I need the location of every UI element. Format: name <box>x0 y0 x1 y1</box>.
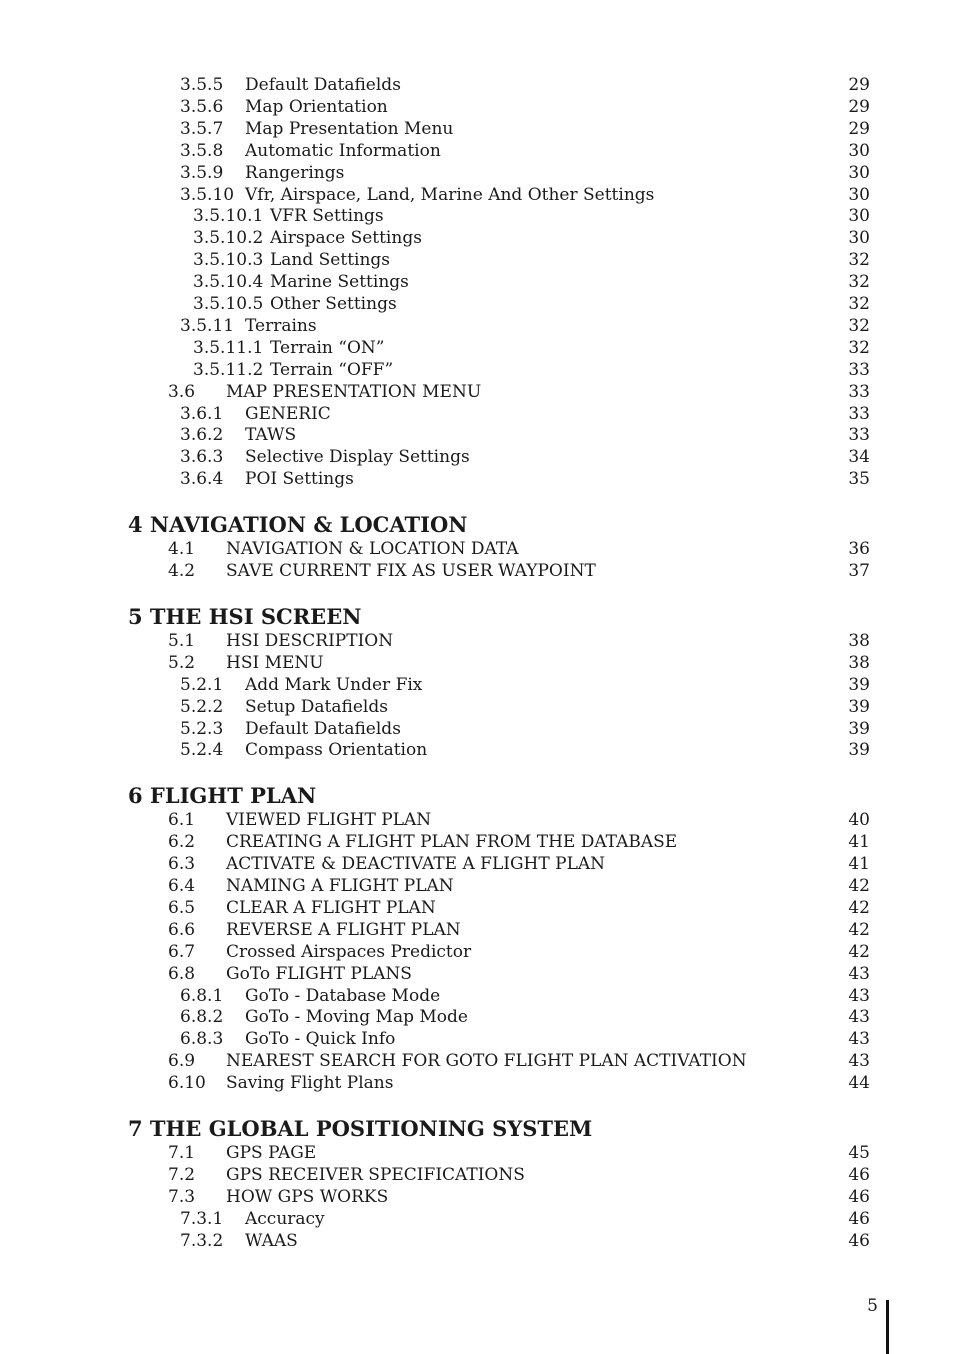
toc-entry-page: 32 <box>848 315 870 336</box>
toc-entry-title: GoTo - Quick Info <box>245 1029 396 1050</box>
toc-entry[interactable] <box>0 853 954 875</box>
toc-entry-title: CREATING A FLIGHT PLAN FROM THE DATABASE <box>226 832 678 853</box>
toc-entry[interactable] <box>0 293 954 315</box>
toc-entry-page: 42 <box>848 876 870 896</box>
toc-entry-page: 45 <box>848 1143 870 1163</box>
toc-entry-title: GPS PAGE <box>226 1143 317 1163</box>
page-edge-rule <box>886 1300 889 1354</box>
toc-entry[interactable] <box>0 538 954 560</box>
section-heading[interactable]: 6 FLIGHT PLAN <box>128 783 317 809</box>
toc-entry-page: 39 <box>848 740 870 761</box>
toc-entry[interactable] <box>0 1186 954 1208</box>
toc-entry-number: 6.2 <box>168 832 196 853</box>
toc-entry[interactable] <box>0 381 954 403</box>
toc-entry-title: Airspace Settings <box>270 228 422 249</box>
toc-entry-page: 33 <box>848 381 870 402</box>
toc-entry[interactable] <box>0 1006 954 1028</box>
toc-entry[interactable] <box>0 985 954 1007</box>
toc-entry-title: Terrain “ON” <box>270 337 385 358</box>
toc-entry-page: 38 <box>848 630 870 651</box>
toc-entry-page: 41 <box>848 832 870 853</box>
toc-entry-page: 42 <box>848 941 870 962</box>
toc-entry-number: 6.8 <box>168 963 196 984</box>
toc-entry-number: 4.1 <box>168 539 196 560</box>
toc-entry-number: 6.8.1 <box>180 985 224 1006</box>
toc-entry-number: 7.3 <box>168 1186 196 1207</box>
toc-entry-title: Terrains <box>245 315 317 336</box>
toc-entry-title: GPS RECEIVER SPECIFICATIONS <box>226 1164 525 1185</box>
toc-entry-page: 41 <box>848 854 870 875</box>
toc-entry-page: 46 <box>848 1208 870 1229</box>
toc-entry-number: 7.2 <box>168 1164 196 1185</box>
toc-entry-number: 5.2.4 <box>180 740 224 761</box>
toc-entry[interactable] <box>0 424 954 446</box>
section-heading[interactable]: 4 NAVIGATION & LOCATION <box>128 512 468 538</box>
toc-entry-number: 3.5.10.4 <box>193 272 264 293</box>
toc-entry-number: 3.5.10.5 <box>193 294 264 314</box>
toc-entry[interactable] <box>0 140 954 162</box>
toc-entry[interactable] <box>0 674 954 696</box>
toc-entry[interactable] <box>0 919 954 941</box>
toc-entry-page: 43 <box>848 963 870 984</box>
toc-entry[interactable] <box>0 963 954 985</box>
toc-entry-number: 3.5.9 <box>180 162 224 183</box>
section-heading[interactable]: 5 THE HSI SCREEN <box>128 603 362 629</box>
toc-entry-title: GENERIC <box>245 403 331 424</box>
toc-entry-number: 6.5 <box>168 897 196 918</box>
toc-entry-number: 6.3 <box>168 854 196 875</box>
toc-entry-title: Terrain “OFF” <box>270 359 394 380</box>
toc-entry-number: 3.5.8 <box>180 140 224 161</box>
toc-entry-title: Default Datafields <box>245 718 401 739</box>
toc-entry-title: Map Presentation Menu <box>245 118 454 139</box>
toc-entry-title: TAWS <box>245 425 297 446</box>
toc-entry-page: 30 <box>848 228 870 249</box>
toc-entry-number: 3.5.10.3 <box>193 250 264 271</box>
toc-entry-title: Land Settings <box>270 250 391 271</box>
toc-entry[interactable] <box>0 205 954 227</box>
toc-entry-number: 6.6 <box>168 919 196 940</box>
toc-entry-title: ACTIVATE & DEACTIVATE A FLIGHT PLAN <box>226 854 606 875</box>
toc-entry-title: Vfr, Airspace, Land, Marine And Other Settings <box>245 184 655 205</box>
section-heading[interactable]: 7 THE GLOBAL POSITIONING SYSTEM <box>128 1116 593 1141</box>
toc-entry-page: 33 <box>848 403 870 424</box>
toc-entry[interactable] <box>0 897 954 919</box>
toc-entry-title: Default Datafields <box>245 75 401 95</box>
toc-entry[interactable] <box>0 718 954 740</box>
toc-entry-page: 43 <box>848 1029 870 1050</box>
toc-entry[interactable] <box>0 359 954 381</box>
toc-entry-number: 3.5.11.1 <box>193 337 264 358</box>
toc-entry-number: 3.5.5 <box>180 75 224 95</box>
toc-entry[interactable] <box>0 337 954 359</box>
toc-entry-number: 3.6.3 <box>180 447 224 468</box>
toc-entry-number: 3.6 <box>168 381 196 402</box>
toc-entry-title: Setup Datafields <box>245 696 388 717</box>
toc-entry-title: NAMING A FLIGHT PLAN <box>226 876 454 896</box>
toc-entry[interactable] <box>0 1050 954 1072</box>
toc-entry-title: POI Settings <box>245 469 354 490</box>
toc-entry[interactable] <box>0 1142 954 1164</box>
toc-entry-number: 6.1 <box>168 810 196 831</box>
toc-entry[interactable] <box>0 941 954 963</box>
toc-entry-title: GoTo - Moving Map Mode <box>245 1007 468 1028</box>
toc-entry-page: 42 <box>848 897 870 918</box>
toc-entry-number: 6.10 <box>168 1073 206 1094</box>
toc-entry-page: 32 <box>848 337 870 358</box>
toc-entry-number: 6.8.3 <box>180 1029 224 1050</box>
toc-entry[interactable] <box>0 831 954 853</box>
toc-entry[interactable] <box>0 809 954 831</box>
toc-entry-title: HOW GPS WORKS <box>226 1186 389 1207</box>
toc-entry-title: Add Mark Under Fix <box>245 674 423 695</box>
toc-entry-page: 33 <box>848 359 870 380</box>
toc-entry-number: 6.9 <box>168 1051 196 1072</box>
toc-entry-title: NAVIGATION & LOCATION DATA <box>226 539 519 560</box>
toc-entry-title: GoTo FLIGHT PLANS <box>226 963 412 984</box>
toc-entry-number: 5.2.2 <box>180 696 224 717</box>
toc-entry-number: 3.5.11 <box>180 315 235 336</box>
toc-entry-page: 39 <box>848 674 870 695</box>
toc-entry-title: Rangerings <box>245 162 345 183</box>
toc-entry[interactable] <box>0 468 954 490</box>
toc-entry[interactable] <box>0 652 954 674</box>
toc-entry-number: 3.5.10.2 <box>193 228 264 249</box>
toc-entry[interactable] <box>0 1208 954 1230</box>
toc-entry-title: CLEAR A FLIGHT PLAN <box>226 897 436 918</box>
toc-entry-number: 6.8.2 <box>180 1007 224 1028</box>
toc-entry-title: SAVE CURRENT FIX AS USER WAYPOINT <box>226 561 596 581</box>
toc-entry-number: 5.2 <box>168 652 196 673</box>
toc-entry-page: 34 <box>848 447 870 468</box>
toc-entry-title: Other Settings <box>270 294 397 314</box>
toc-entry-number: 4.2 <box>168 561 196 581</box>
toc-entry[interactable] <box>0 739 954 761</box>
toc-entry-title: REVERSE A FLIGHT PLAN <box>226 919 461 940</box>
toc-entry[interactable] <box>0 96 954 118</box>
toc-entry[interactable] <box>0 875 954 897</box>
toc-entry[interactable] <box>0 446 954 468</box>
toc-entry[interactable] <box>0 184 954 206</box>
toc-entry-title: Map Orientation <box>245 96 388 117</box>
toc-entry-page: 33 <box>848 425 870 446</box>
toc-entry-title: WAAS <box>245 1230 298 1251</box>
toc-entry-number: 3.6.2 <box>180 425 224 446</box>
toc-entry-number: 3.5.6 <box>180 96 224 117</box>
toc-entry-page: 30 <box>848 184 870 205</box>
toc-entry-page: 43 <box>848 985 870 1006</box>
toc-entry-page: 46 <box>848 1164 870 1185</box>
toc-entry-page: 30 <box>848 140 870 161</box>
toc-entry[interactable] <box>0 118 954 140</box>
toc-entry-page: 43 <box>848 1051 870 1072</box>
toc-entry-number: 5.1 <box>168 630 196 651</box>
toc-entry-page: 35 <box>848 469 870 490</box>
toc-entry-title: Marine Settings <box>270 272 409 293</box>
toc-entry-number: 6.7 <box>168 941 196 962</box>
toc-entry-title: VIEWED FLIGHT PLAN <box>226 810 432 831</box>
toc-entry-title: HSI MENU <box>226 652 324 673</box>
toc-entry-page: 29 <box>848 118 870 139</box>
toc-entry-page: 32 <box>848 272 870 293</box>
toc-entry-number: 6.4 <box>168 876 196 896</box>
toc-entry-title: MAP PRESENTATION MENU <box>226 381 482 402</box>
toc-entry-number: 5.2.3 <box>180 718 224 739</box>
toc-entry[interactable] <box>0 227 954 249</box>
toc-entry-page: 30 <box>848 162 870 183</box>
toc-entry-number: 7.3.2 <box>180 1230 224 1251</box>
toc-entry[interactable] <box>0 1072 954 1094</box>
toc-entry-title: NEAREST SEARCH FOR GOTO FLIGHT PLAN ACTIVATION <box>226 1051 747 1072</box>
toc-entry-page: 42 <box>848 919 870 940</box>
toc-entry[interactable] <box>0 403 954 425</box>
toc-entry-title: Saving Flight Plans <box>226 1073 394 1094</box>
toc-entry-page: 38 <box>848 652 870 673</box>
toc-entry-title: Selective Display Settings <box>245 447 470 468</box>
toc-entry-number: 5.2.1 <box>180 674 224 695</box>
toc-entry-title: Compass Orientation <box>245 740 428 761</box>
toc-entry-page: 29 <box>848 96 870 117</box>
toc-entry-page: 30 <box>848 206 870 227</box>
toc-entry-page: 36 <box>848 539 870 560</box>
toc-entry-number: 3.5.11.2 <box>193 359 264 380</box>
toc-entry-page: 46 <box>848 1186 870 1207</box>
toc-entry-number: 7.3.1 <box>180 1208 224 1229</box>
toc-entry[interactable] <box>0 249 954 271</box>
toc-entry-title: GoTo - Database Mode <box>245 985 441 1006</box>
toc-entry[interactable] <box>0 1028 954 1050</box>
toc-entry-title: HSI DESCRIPTION <box>226 630 394 651</box>
toc-entry-page: 46 <box>848 1230 870 1251</box>
toc-entry-page: 29 <box>848 75 870 95</box>
toc-entry-page: 32 <box>848 294 870 314</box>
toc-entry-number: 7.1 <box>168 1143 196 1163</box>
toc-entry[interactable] <box>0 74 954 96</box>
toc-entry[interactable] <box>0 1164 954 1186</box>
toc-entry-number: 3.6.1 <box>180 403 224 424</box>
toc-entry-page: 32 <box>848 250 870 271</box>
toc-entry[interactable] <box>0 696 954 718</box>
toc-entry[interactable] <box>0 315 954 337</box>
toc-entry-page: 43 <box>848 1007 870 1028</box>
toc-entry-page: 40 <box>848 810 870 831</box>
toc-entry-page: 44 <box>848 1073 870 1094</box>
toc-entry[interactable] <box>0 630 954 652</box>
toc-entry-number: 3.6.4 <box>180 469 224 490</box>
toc-entry-number: 3.5.10 <box>180 184 235 205</box>
toc-entry-number: 3.5.7 <box>180 118 224 139</box>
toc-entry-title: Automatic Information <box>245 140 441 161</box>
toc-entry-title: VFR Settings <box>270 206 384 227</box>
toc-entry-number: 3.5.10.1 <box>193 206 264 227</box>
toc-entry[interactable] <box>0 162 954 184</box>
toc-entry[interactable] <box>0 560 954 582</box>
toc-entry[interactable] <box>0 271 954 293</box>
toc-entry-page: 39 <box>848 696 870 717</box>
toc-entry-page: 37 <box>848 561 870 581</box>
toc-entry-title: Crossed Airspaces Predictor <box>226 941 472 962</box>
page-number: 5 <box>867 1296 878 1316</box>
toc-entry-title: Accuracy <box>245 1208 325 1229</box>
toc-entry[interactable] <box>0 1230 954 1252</box>
toc-entry-page: 39 <box>848 718 870 739</box>
